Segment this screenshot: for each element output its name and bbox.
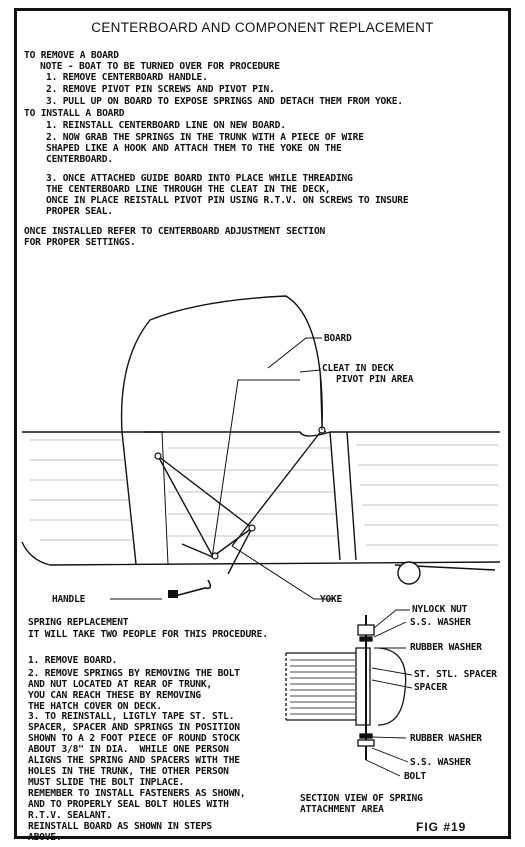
spring-step-1: 1. REMOVE BOARD.	[28, 655, 118, 666]
install-step-2: 2. NOW GRAB THE SPRINGS IN THE TRUNK WITH A PIECE OF WIRE SHAPED LIKE A HOOK AND ATTACH THEM TO THE YOKE ON THE CENTERBOARD.	[46, 132, 364, 165]
section-caption: SECTION VIEW OF SPRING ATTACHMENT AREA	[300, 793, 423, 815]
label-st-stl-spacer: ST. STL. SPACER	[414, 669, 497, 680]
remove-step-1: 1. REMOVE CENTERBOARD HANDLE.	[46, 72, 208, 83]
label-nylock-nut: NYLOCK NUT	[412, 604, 468, 615]
install-heading: TO INSTALL A BOARD	[24, 108, 125, 119]
page-title: CENTERBOARD AND COMPONENT REPLACEMENT	[91, 20, 434, 35]
label-ss-washer-bottom: S.S. WASHER	[410, 757, 471, 768]
label-pivot: PIVOT PIN AREA	[336, 374, 414, 385]
spring-heading: SPRING REPLACEMENT	[28, 617, 129, 628]
label-yoke: YOKE	[320, 594, 343, 605]
label-bolt: BOLT	[404, 771, 427, 782]
remove-note: NOTE - BOAT TO BE TURNED OVER FOR PROCEDURE	[40, 61, 280, 72]
install-step-1: 1. REINSTALL CENTERBOARD LINE ON NEW BOARD.	[46, 120, 286, 131]
label-spacer: SPACER	[414, 682, 448, 693]
label-board: BOARD	[324, 333, 352, 344]
label-cleat: CLEAT IN DECK	[322, 363, 394, 374]
label-rubber-washer-bottom: RUBBER WASHER	[410, 733, 482, 744]
remove-step-3: 3. PULL UP ON BOARD TO EXPOSE SPRINGS AND DETACH THEM FROM YOKE.	[46, 96, 403, 107]
label-ss-washer-top: S.S. WASHER	[410, 617, 471, 628]
figure-number: FIG #19	[416, 820, 467, 834]
spring-step-3: 3. TO REINSTALL, LIGTLY TAPE ST. STL. SPACER, SPACER AND SPRINGS IN POSITION SHOWN TO A 2 FOOT PIECE OF ROUND STOCK ABOUT 3/8" IN DIA. WHILE ONE PERSON ALIGNS THE SPRING AND SPACERS WITH THE HOLES IN THE TRUNK, THE OTHER PERSON MUST SLIDE THE BOLT INPLACE. REMEMBER TO INSTALL FASTENERS AS SHOWN, AND TO PROPERLY SEAL BOLT HOLES WITH R.T.V. SEALANT. REINSTALL BOARD AS SHOWN IN STEPS ABOVE.	[28, 711, 246, 843]
spring-subheading: IT WILL TAKE TWO PEOPLE FOR THIS PROCEDURE.	[28, 629, 268, 640]
install-step-3: 3. ONCE ATTACHED GUIDE BOARD INTO PLACE WHILE THREADING THE CENTERBOARD LINE THROUGH THE CLEAT IN THE DECK, ONCE IN PLACE REISTALL PIVOT PIN USING R.T.V. ON SCREWS TO INSURE PROPER SEAL.	[46, 173, 409, 217]
install-after: ONCE INSTALLED REFER TO CENTERBOARD ADJUSTMENT SECTION FOR PROPER SETTINGS.	[24, 226, 326, 248]
spring-step-2: 2. REMOVE SPRINGS BY REMOVING THE BOLT AND NUT LOCATED AT REAR OF TRUNK, YOU CAN REACH THESE BY REMOVING THE HATCH COVER ON DECK.	[28, 668, 240, 712]
remove-heading: TO REMOVE A BOARD	[24, 50, 119, 61]
remove-step-2: 2. REMOVE PIVOT PIN SCREWS AND PIVOT PIN.	[46, 84, 275, 95]
label-handle: HANDLE	[52, 594, 86, 605]
label-rubber-washer-top: RUBBER WASHER	[410, 642, 482, 653]
